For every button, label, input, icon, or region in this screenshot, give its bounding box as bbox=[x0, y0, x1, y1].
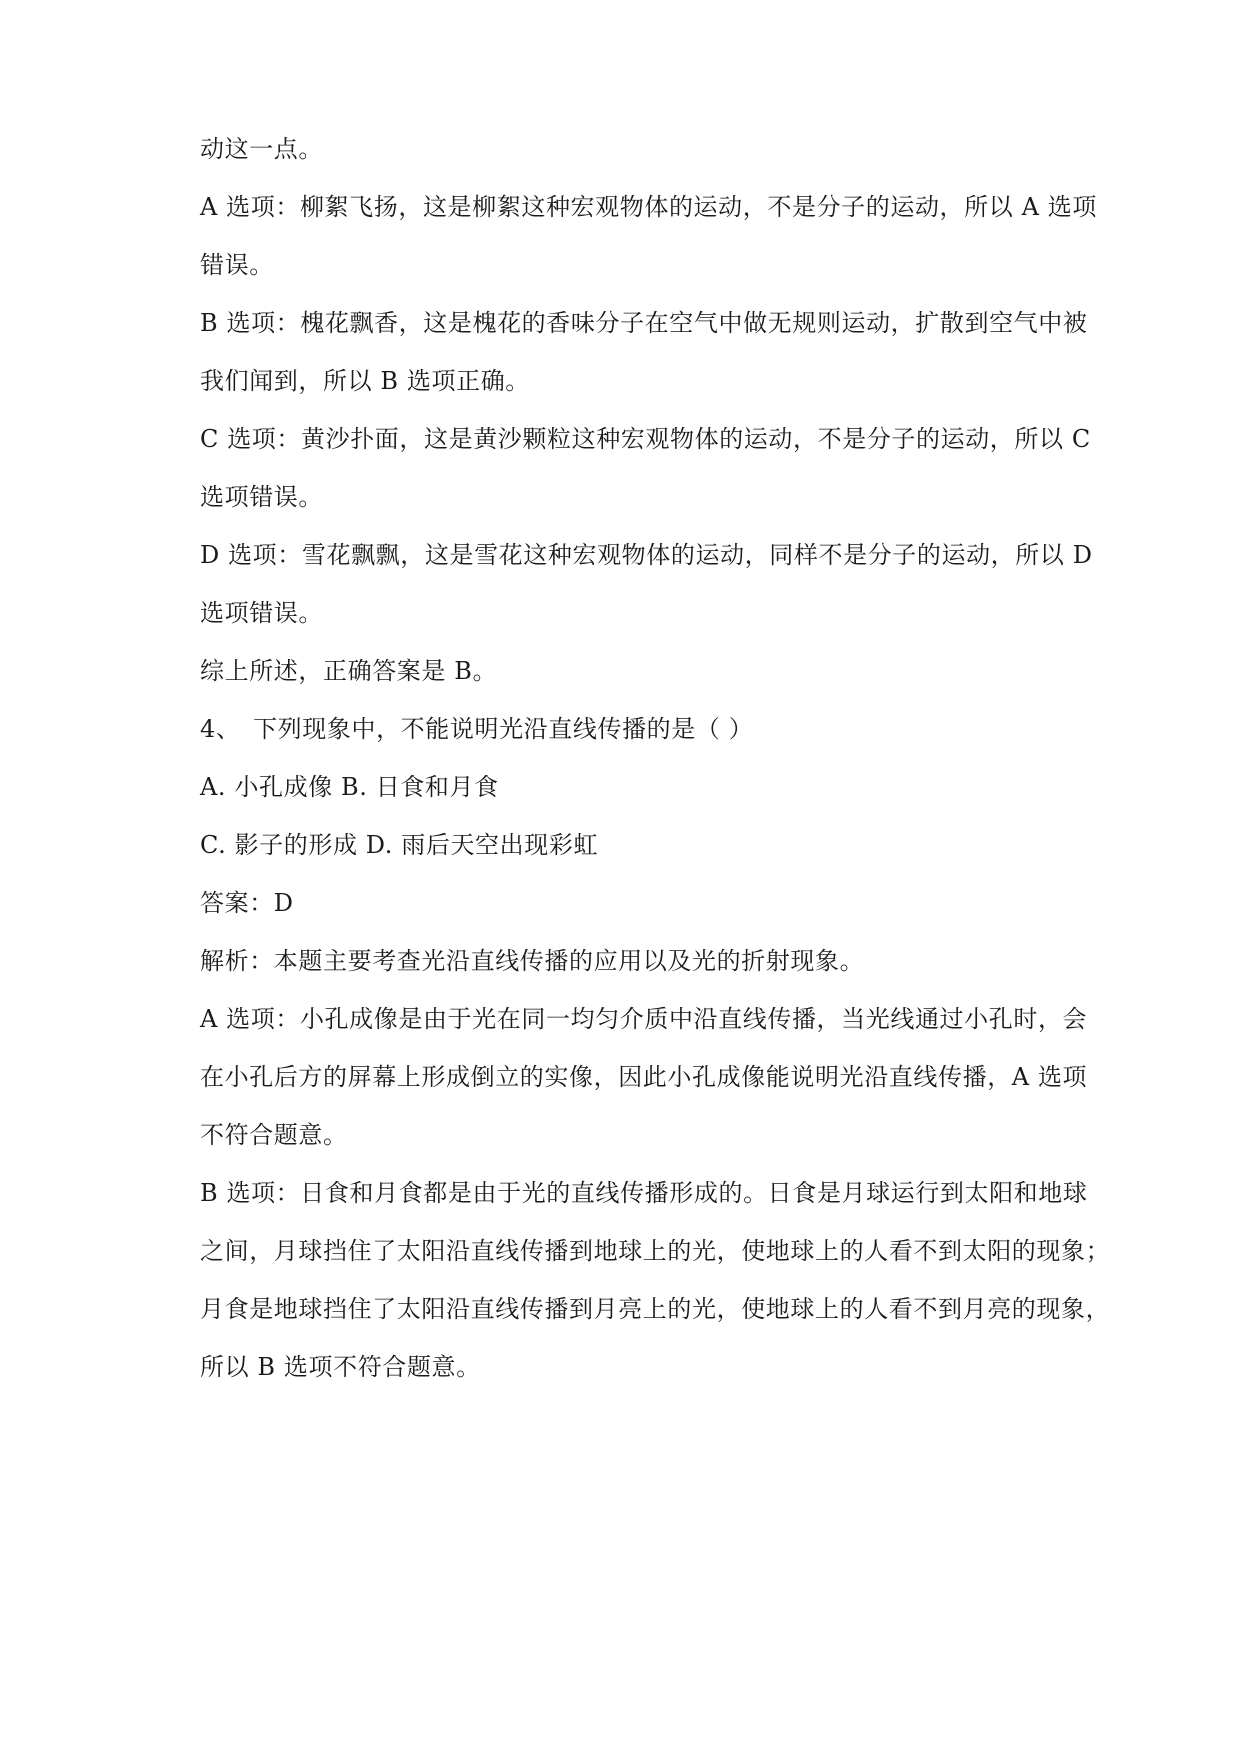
text-line: 在小孔后方的屏幕上形成倒立的实像，因此小孔成像能说明光沿直线传播，A 选项 bbox=[200, 1063, 1088, 1091]
text-line: 错误。 bbox=[200, 251, 274, 279]
text-line: 动这一点。 bbox=[200, 135, 323, 163]
text-line: 之间，月球挡住了太阳沿直线传播到地球上的光，使地球上的人看不到太阳的现象； bbox=[200, 1237, 1111, 1265]
text-line: A 选项：柳絮飞扬，这是柳絮这种宏观物体的运动，不是分子的运动，所以 A 选项 bbox=[200, 193, 1097, 221]
text-line: 不符合题意。 bbox=[200, 1121, 348, 1149]
text-line: D 选项：雪花飘飘，这是雪花这种宏观物体的运动，同样不是分子的运动，所以 D bbox=[200, 541, 1093, 569]
text-line: 综上所述，正确答案是 B。 bbox=[200, 657, 498, 685]
text-line: 所以 B 选项不符合题意。 bbox=[200, 1353, 481, 1381]
text-line: 选项错误。 bbox=[200, 599, 323, 627]
answer-options: A. 小孔成像 B. 日食和月食 bbox=[200, 773, 499, 801]
question-title: 4、 下列现象中，不能说明光沿直线传播的是（ ） bbox=[200, 715, 754, 743]
text-line: 选项错误。 bbox=[200, 483, 323, 511]
text-line: B 选项：槐花飘香，这是槐花的香味分子在空气中做无规则运动，扩散到空气中被 bbox=[200, 309, 1088, 337]
text-line: 月食是地球挡住了太阳沿直线传播到月亮上的光，使地球上的人看不到月亮的现象， bbox=[200, 1295, 1111, 1323]
analysis-line: 解析：本题主要考查光沿直线传播的应用以及光的折射现象。 bbox=[200, 947, 865, 975]
text-line: 我们闻到，所以 B 选项正确。 bbox=[200, 367, 530, 395]
text-line: A 选项：小孔成像是由于光在同一均匀介质中沿直线传播，当光线通过小孔时，会 bbox=[200, 1005, 1088, 1033]
text-line: B 选项：日食和月食都是由于光的直线传播形成的。日食是月球运行到太阳和地球 bbox=[200, 1179, 1088, 1207]
text-line: C 选项：黄沙扑面，这是黄沙颗粒这种宏观物体的运动，不是分子的运动，所以 C bbox=[200, 425, 1091, 453]
answer-options: C. 影子的形成 D. 雨后天空出现彩虹 bbox=[200, 831, 599, 859]
answer-line: 答案：D bbox=[200, 889, 294, 917]
